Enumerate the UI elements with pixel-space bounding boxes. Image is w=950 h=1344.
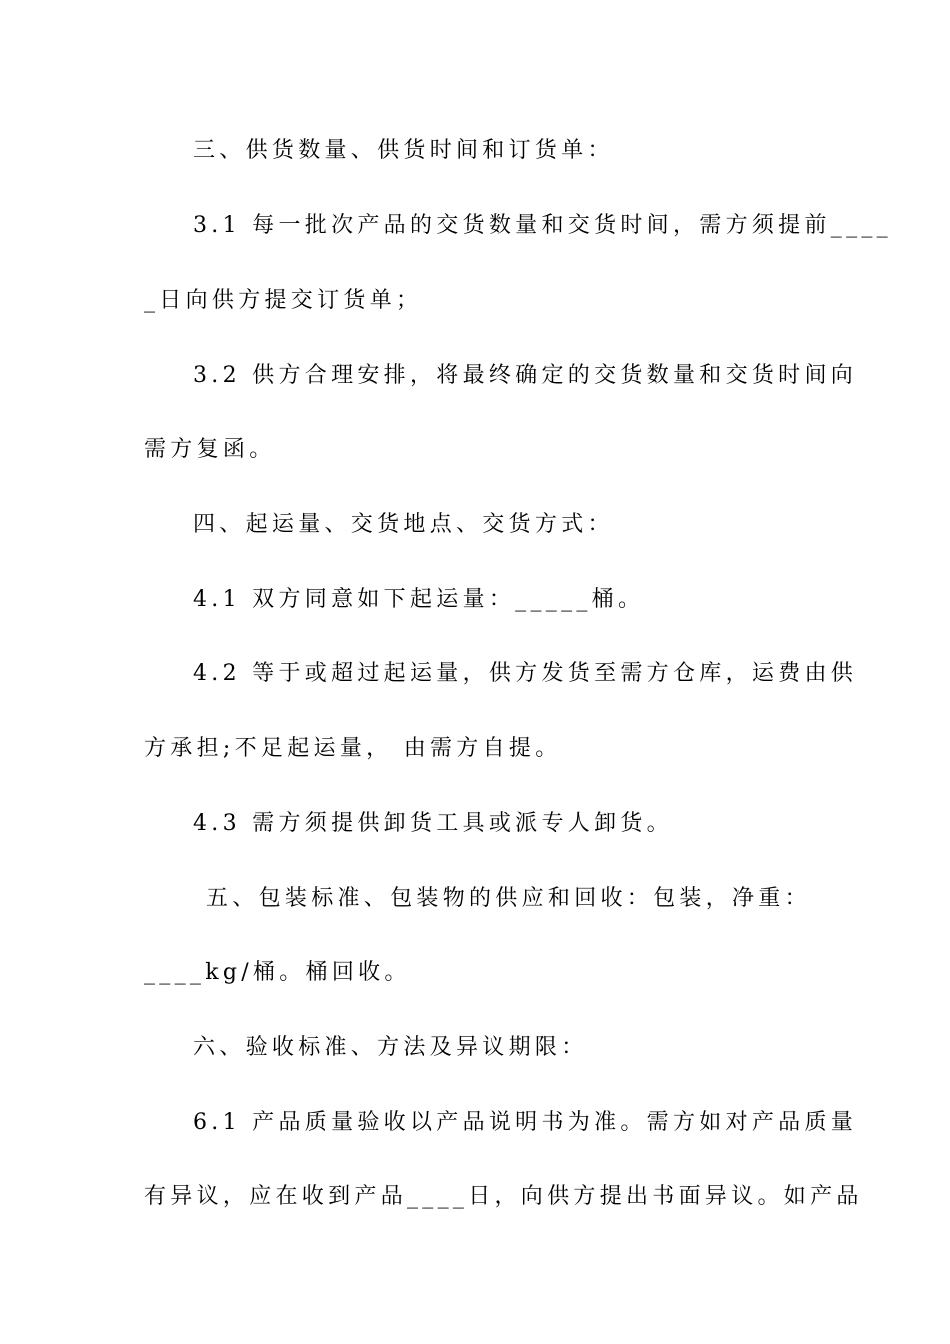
clause-3-2-continued: 需方复函。 xyxy=(144,437,276,462)
packaging-continued: ____kg/桶。桶回收。 xyxy=(144,960,411,985)
clause-4-1: 4.1 双方同意如下起运量：_____桶。 xyxy=(193,587,645,612)
section-heading-packaging: 五、包装标准、包装物的供应和回收：包装，净重： xyxy=(206,886,811,911)
clause-6-1-continued: 有异议，应在收到产品____日，向供方提出书面异议。如产品 xyxy=(144,1184,863,1209)
clause-6-1: 6.1 产品质量验收以产品说明书为准。需方如对产品质量 xyxy=(193,1110,858,1135)
clause-4-2: 4.2 等于或超过起运量，供方发货至需方仓库，运费由供 xyxy=(193,661,858,686)
section-heading-supply-quantity: 三、供货数量、供货时间和订货单： xyxy=(193,138,614,163)
clause-4-3: 4.3 需方须提供卸货工具或派专人卸货。 xyxy=(193,811,673,836)
clause-3-2: 3.2 供方合理安排，将最终确定的交货数量和交货时间向 xyxy=(193,363,858,388)
clause-3-1: 3.1 每一批次产品的交货数量和交货时间，需方须提前____ xyxy=(193,213,892,238)
section-heading-delivery: 四、起运量、交货地点、交货方式： xyxy=(193,512,614,537)
clause-3-1-continued: _日向供方提交订货单； xyxy=(144,288,423,313)
section-heading-acceptance: 六、验收标准、方法及异议期限： xyxy=(193,1035,588,1060)
clause-4-2-continued: 方承担;不足起运量， 由需方自提。 xyxy=(144,736,562,761)
